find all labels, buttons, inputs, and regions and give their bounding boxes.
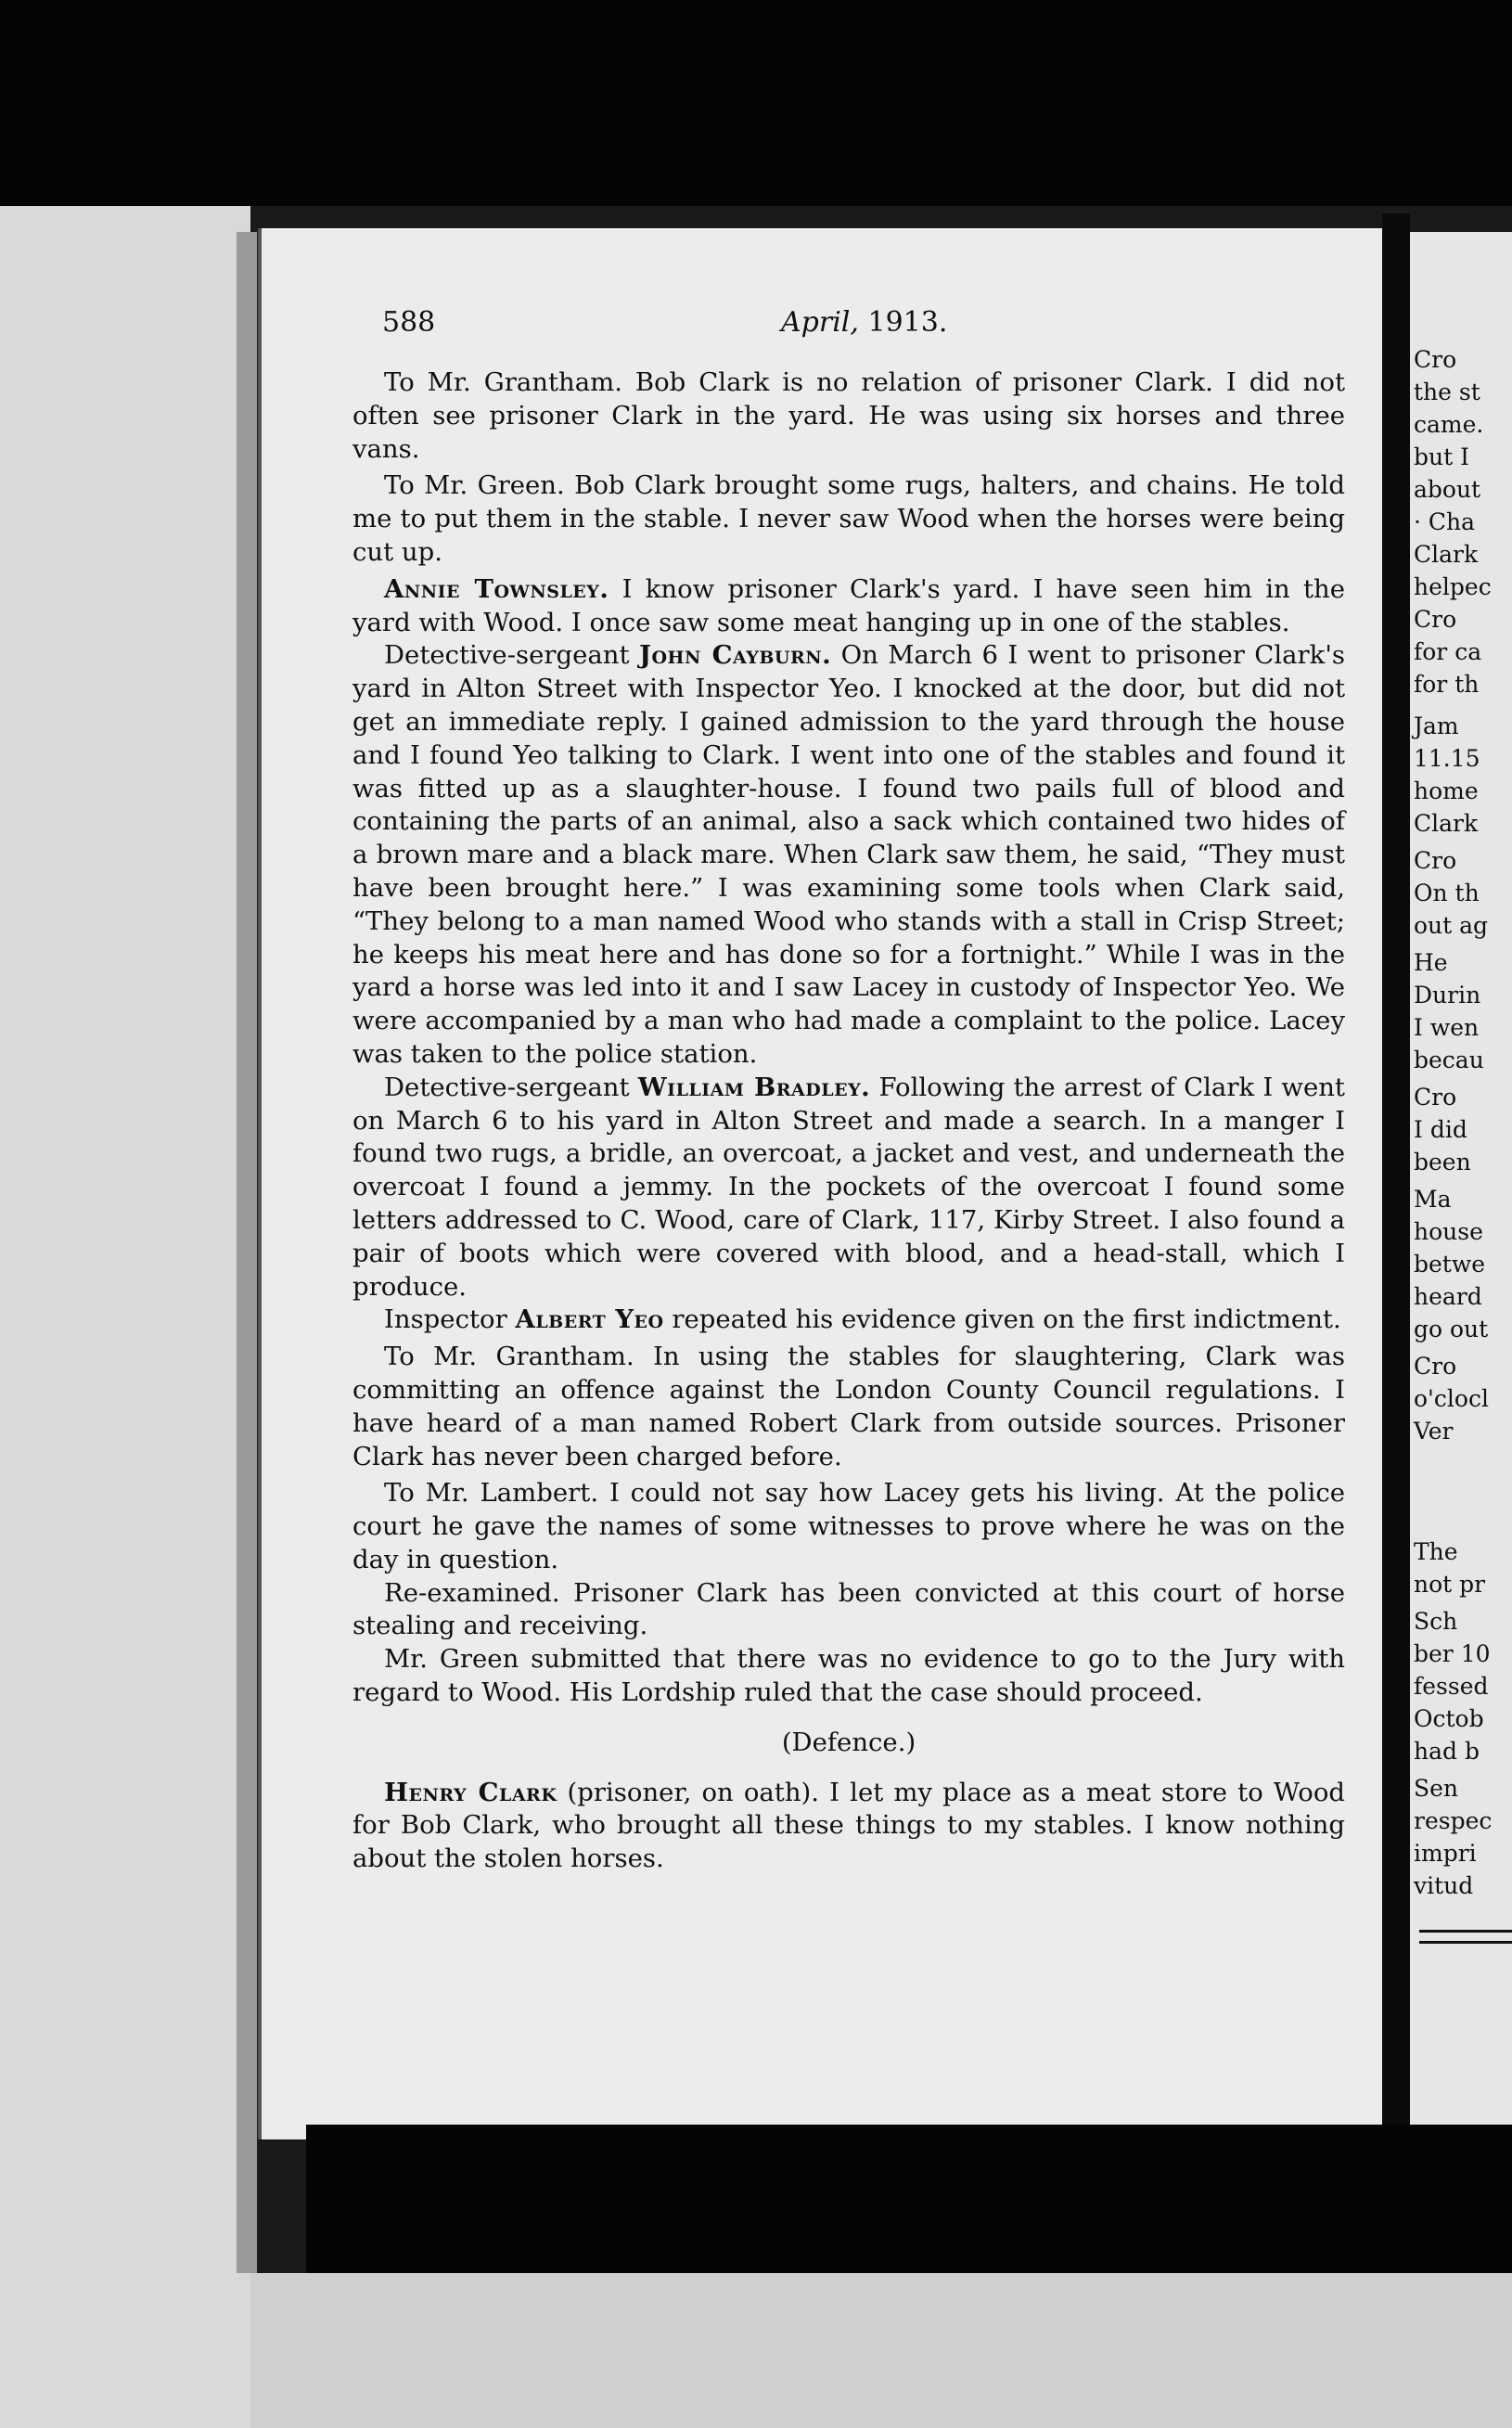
facing-page-line: not pr: [1414, 1571, 1486, 1598]
page-body: [352, 366, 1345, 1876]
facing-page-line: had b: [1414, 1738, 1480, 1765]
facing-page-line: impri: [1414, 1840, 1477, 1867]
facing-page-line: He: [1414, 949, 1448, 976]
facing-page-line: Cro: [1414, 847, 1457, 874]
witness-name: Annie Townsley.: [384, 573, 609, 604]
facing-page-line: came.: [1414, 411, 1484, 438]
facing-page-line: heard: [1414, 1283, 1482, 1310]
facing-page-line: the st: [1414, 379, 1480, 405]
facing-page-line: Durin: [1414, 982, 1481, 1008]
section-heading: (Defence.): [781, 1727, 916, 1757]
facing-page: [1410, 232, 1512, 2125]
witness-name: Henry Clark: [384, 1777, 557, 1807]
facing-page-line: helpec: [1414, 573, 1492, 600]
facing-page-line: Cro: [1414, 606, 1457, 633]
paragraph: Mr. Green submitted that there was no evidence to go to the Jury with regard to Wood. His Lordship ruled that the case should proceed.: [352, 1644, 1345, 1708]
scan-left-margin: [0, 206, 250, 2428]
facing-page-line: vitud: [1414, 1872, 1474, 1899]
witness-title: Inspector: [384, 1304, 507, 1335]
facing-page-line: but I: [1414, 443, 1469, 470]
scan-top-border: [0, 0, 1512, 206]
page-header: [382, 306, 1356, 347]
book-gutter: [1382, 213, 1410, 2143]
witness-name: Albert Yeo: [515, 1304, 664, 1335]
page-number: 588: [382, 306, 436, 339]
facing-page-line: Sen: [1414, 1775, 1459, 1802]
facing-page-line: On th: [1414, 880, 1480, 906]
witness-name: William Bradley.: [637, 1072, 871, 1102]
testimony-text: repeated his evidence given on the first indictment.: [672, 1304, 1341, 1335]
facing-page-line: Cro: [1414, 346, 1457, 373]
facing-page-line: Cro: [1414, 1084, 1457, 1111]
paragraph: [352, 573, 1345, 640]
facing-page-line: 11.15: [1414, 745, 1480, 772]
facing-page-line: Jam: [1414, 713, 1459, 739]
facing-page-line: for th: [1414, 671, 1480, 698]
facing-page-line: respec: [1414, 1807, 1493, 1834]
testimony-text: On March 6 I went to prisoner Clark's yard in Alton Street with Inspector Yeo. I knocked at the door, but did not get an immediate reply. I gained admission to the yard through the house and I found Yeo talking to Clark. I went into one of the stables and found it was fitted up as a slaughter-house. I found two pails full of blood and containing the parts of an animal, also a sack which contained two hides of a brown mare and a black mare. When Clark saw them, he said, “They must have been brought here.” I was examining some tools when Clark said, “They belong to a man named Wood who stands with a stall in Crisp Street; he keeps his meat here and has done so for a fortnight.” While I was in the yard a horse was led into it and I saw Lacey in custody of Inspector Yeo. We were accompanied by a man who had made a complaint to the police. Lacey was taken to the police station.: [352, 640, 1346, 1069]
facing-page-line: Clark: [1414, 810, 1479, 837]
witness-name: John Cayburn.: [638, 640, 832, 671]
witness-title: Detective-sergeant: [384, 640, 630, 671]
facing-page-line: Octob: [1414, 1705, 1484, 1732]
running-title-year: 1913.: [867, 306, 948, 339]
paragraph: Re-examined. Prisoner Clark has been convicted at this court of horse stealing and receiving.: [352, 1577, 1345, 1641]
facing-page-line: becau: [1414, 1047, 1484, 1073]
paragraph: [352, 639, 1345, 1071]
page-stack-edge: [237, 232, 257, 2273]
facing-page-line: Cro: [1414, 1353, 1457, 1380]
facing-page-line: home: [1414, 777, 1479, 804]
facing-page-line: out ag: [1414, 912, 1489, 939]
paragraph: [352, 1072, 1345, 1304]
paragraph: To Mr. Grantham. Bob Clark is no relation of prisoner Clark. I did not often see prisoner Clark in the yard. He was using six horses and three vans.: [352, 367, 1345, 464]
facing-page-rule: [1419, 1941, 1512, 1944]
running-title: [781, 306, 947, 339]
paragraph: To Mr. Lambert. I could not say how Lacey gets his living. At the police court he gave the names of some witnesses to prove where he was on the day in question.: [352, 1478, 1345, 1574]
facing-page-line: about: [1414, 476, 1481, 503]
facing-page-line: fessed: [1414, 1673, 1489, 1700]
facing-page-line: betwe: [1414, 1251, 1486, 1278]
scan-bottom-margin: [250, 2273, 1512, 2428]
facing-page-line: I did: [1414, 1116, 1467, 1143]
paragraph: [352, 1777, 1345, 1876]
facing-page-line: house: [1414, 1218, 1483, 1245]
testimony-text: I know prisoner Clark's yard. I have seen him in the yard with Wood. I once saw some meat hanging up in one of the stables.: [352, 573, 1345, 637]
facing-page-line: o'clocl: [1414, 1385, 1489, 1412]
facing-page-rule: [1419, 1930, 1512, 1933]
paragraph: To Mr. Green. Bob Clark brought some rugs, halters, and chains. He told me to put them in the stable. I never saw Wood when the horses were being cut up.: [352, 470, 1345, 567]
facing-page-line: · Cha: [1414, 508, 1476, 535]
paragraph: [352, 1304, 1345, 1337]
witness-title: Detective-sergeant: [384, 1072, 630, 1102]
facing-page-line: Clark: [1414, 541, 1479, 568]
testimony-text: (prisoner, on oath). I let my place as a meat store to Wood for Bob Clark, who brought all these things to my stables. I know nothing about the stolen horses.: [352, 1777, 1346, 1874]
facing-page-line: The: [1414, 1538, 1458, 1565]
testimony-text: Following the arrest of Clark I went on March 6 to his yard in Alton Street and made a search. In a manger I found two rugs, a bridle, an overcoat, a jacket and vest, and underneath the overcoat I found a jemmy. In the pockets of the overcoat I found some letters addressed to C. Wood, care of Clark, 117, Kirby Street. I also found a pair of boots which were covered with blood, and a head-stall, which I produce.: [352, 1072, 1345, 1302]
facing-page-line: been: [1414, 1149, 1471, 1175]
facing-page-line: I wen: [1414, 1014, 1480, 1041]
facing-page-line: for ca: [1414, 638, 1482, 665]
facing-page-line: ber 10: [1414, 1640, 1491, 1667]
paragraph: To Mr. Grantham. In using the stables for slaughtering, Clark was committing an offence against the London County Council regulations. I have heard of a man named Robert Clark from outside sources. Prisoner Clark has never been charged before.: [352, 1342, 1345, 1471]
facing-page-line: go out: [1414, 1316, 1489, 1342]
facing-page-line: Sch: [1414, 1608, 1458, 1635]
running-title-month: April,: [781, 306, 859, 339]
facing-page-line: Ver: [1414, 1418, 1454, 1445]
scan-bottom-border: [306, 2125, 1512, 2273]
facing-page-line: Ma: [1414, 1186, 1452, 1213]
